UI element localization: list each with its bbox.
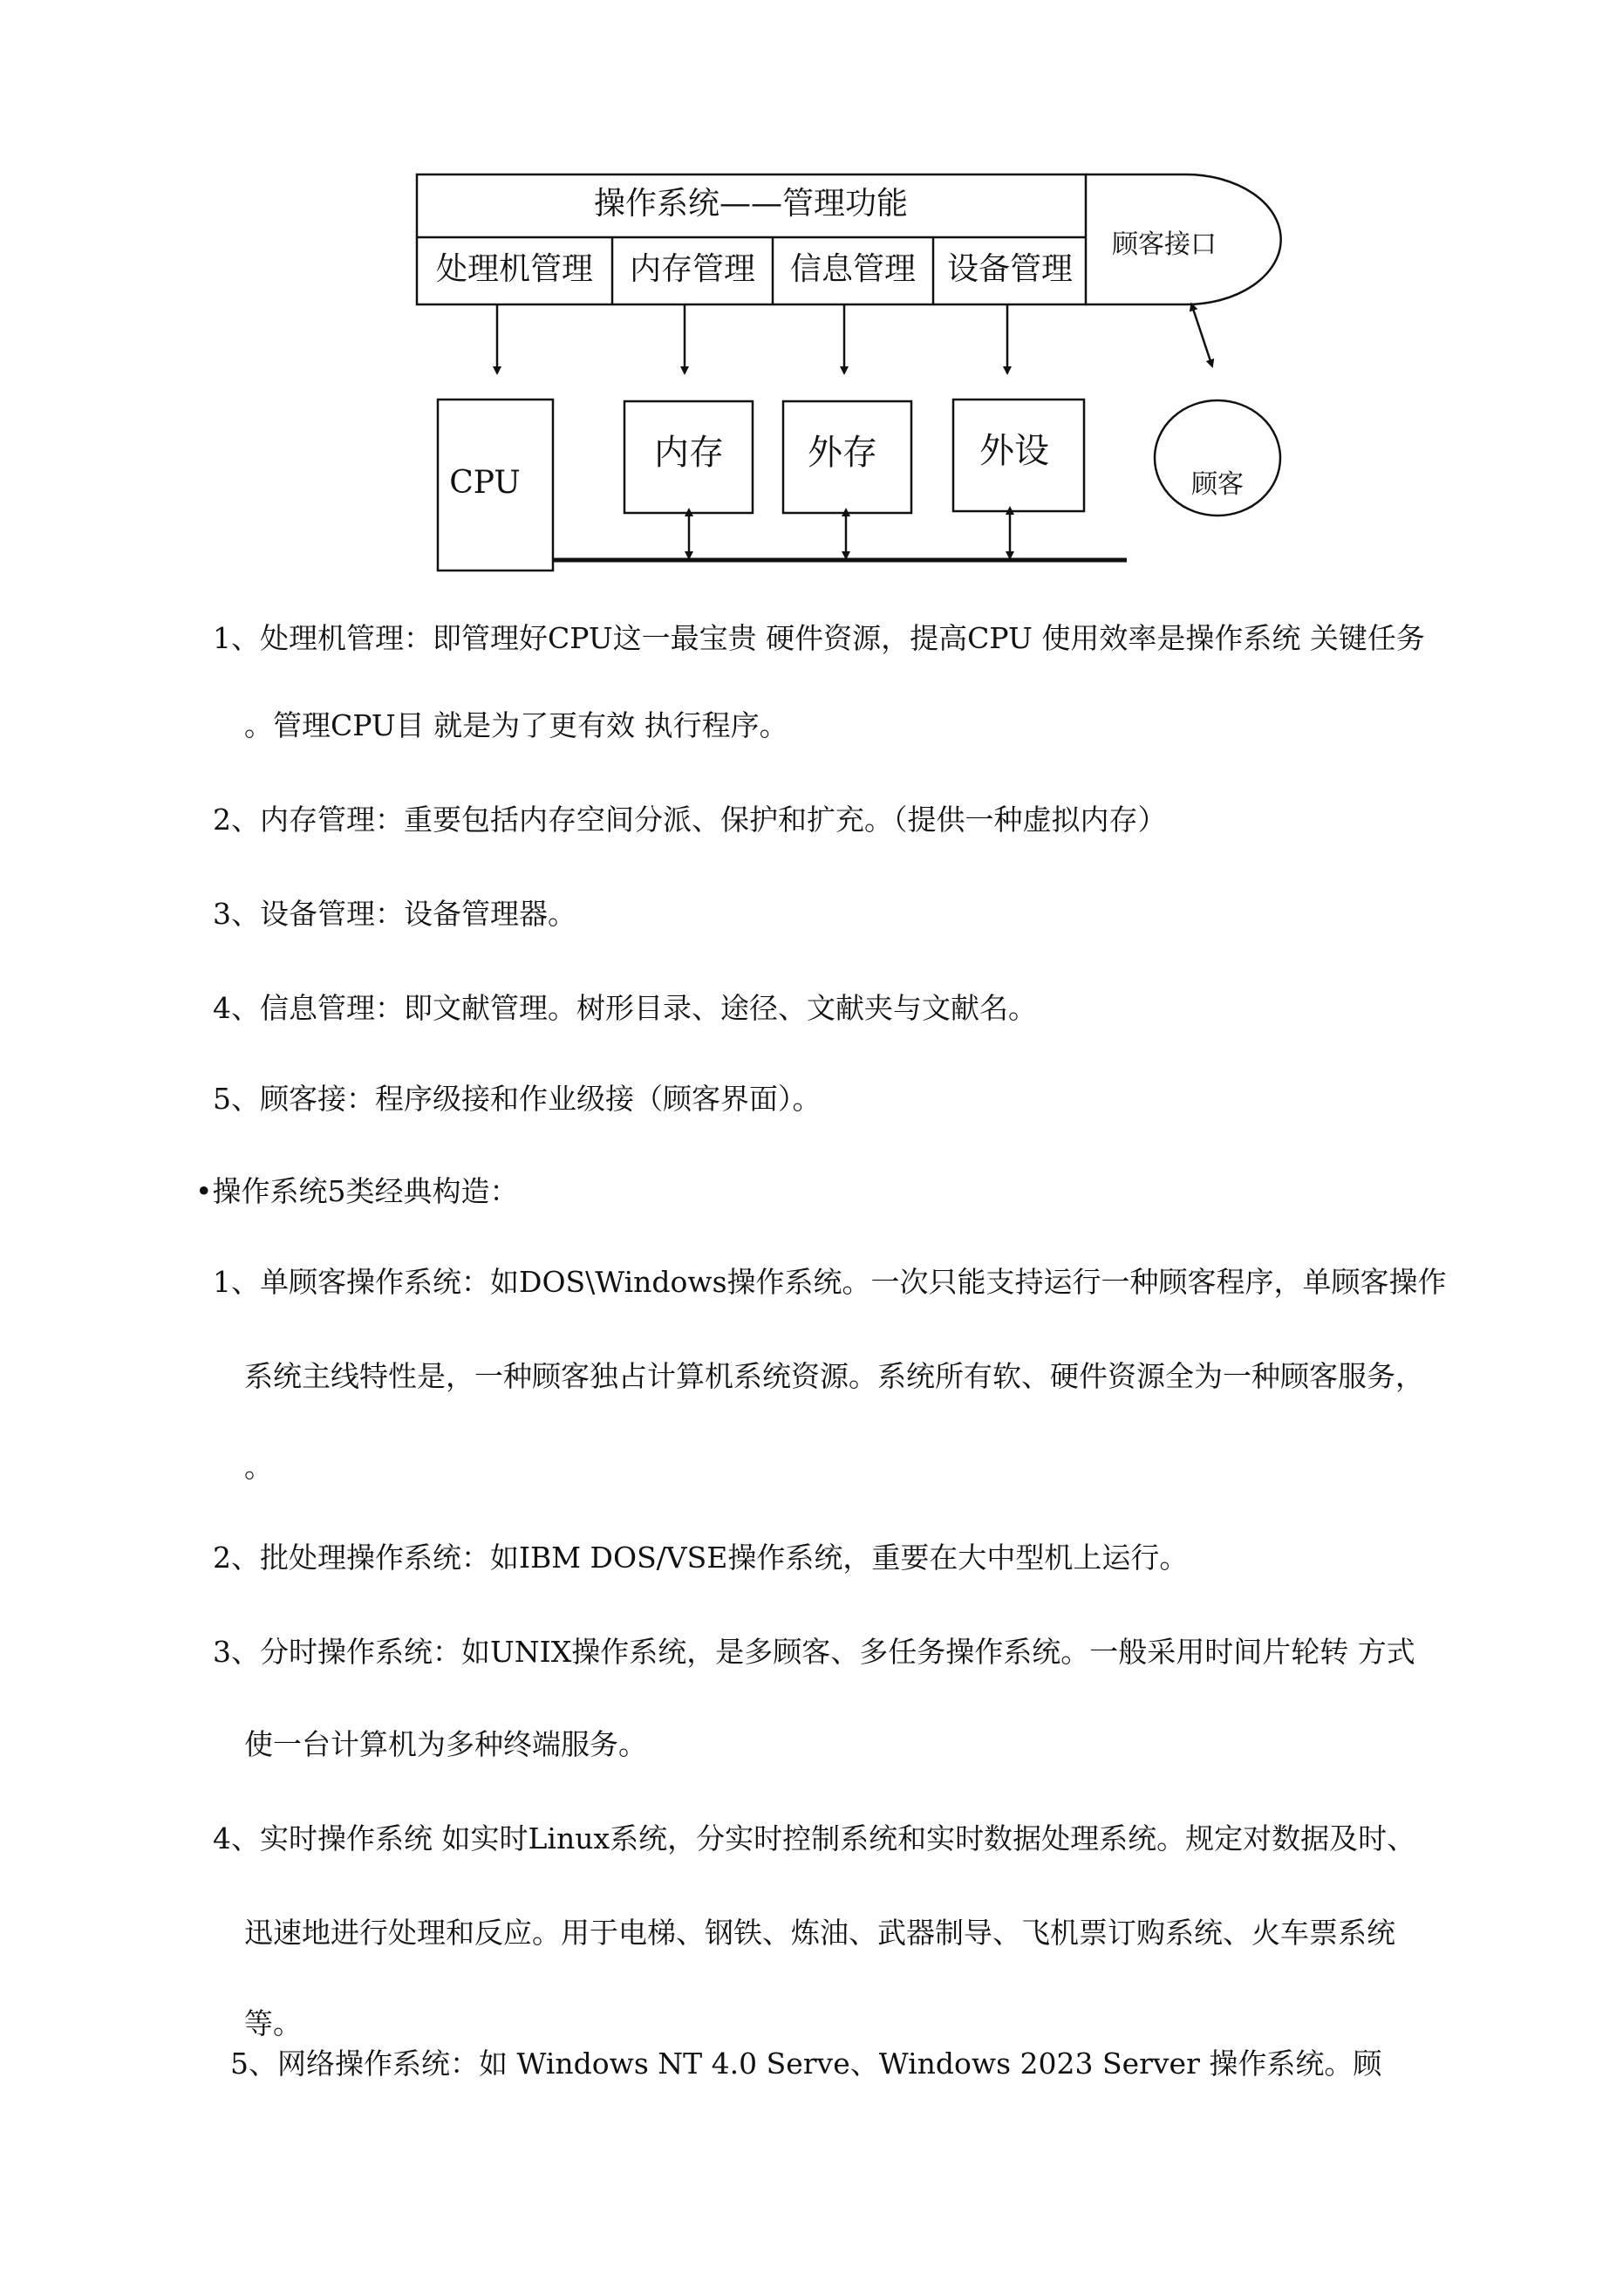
paragraph-line: 2、批处理操作系统：如IBM DOS/VSE操作系统，重要在大中型机上运行。 bbox=[213, 1541, 1189, 1575]
paragraph-line: 使一台计算机为多种终端服务。 bbox=[244, 1727, 647, 1761]
paragraph-line: 1、单顾客操作系统：如DOS\Windows操作系统。一次只能支持运行一种顾客程序，单顾客操作 bbox=[213, 1265, 1447, 1299]
customer-interface-label: 顾客接口 bbox=[1112, 229, 1217, 260]
paragraph-line: 5、顾客接：程序级接和作业级接（顾客界面）。 bbox=[213, 1082, 822, 1116]
module-information: 信息管理 bbox=[789, 251, 917, 287]
section-heading: •操作系统5类经典构造： bbox=[195, 1174, 519, 1208]
cpu-label: CPU bbox=[449, 465, 521, 501]
paragraph-line: 4、信息管理：即文献管理。树形目录、途径、文献夹与文献名。 bbox=[213, 991, 1037, 1025]
customer-label: 顾客 bbox=[1191, 469, 1244, 500]
paragraph-line: 3、分时操作系统：如UNIX操作系统，是多顾客、多任务操作系统。一般采用时间片轮转 方式 bbox=[213, 1635, 1415, 1669]
module-device: 设备管理 bbox=[946, 251, 1074, 287]
paragraph-line: 2、内存管理：重要包括内存空间分派、保护和扩充。（提供一种虚拟内存） bbox=[213, 803, 1167, 837]
device-label: 外设 bbox=[979, 431, 1049, 471]
module-processor: 处理机管理 bbox=[435, 251, 594, 287]
paragraph-line: 1、处理机管理：即管理好CPU这一最宝贵 硬件资源，提高CPU 使用效率是操作系统 关键任务 bbox=[213, 621, 1425, 655]
paragraph-line: 等。 bbox=[244, 2006, 302, 2040]
paragraph-line: 3、设备管理：设备管理器。 bbox=[213, 897, 576, 931]
paragraph-line: 系统主线特性是，一种顾客独占计算机系统资源。系统所有软、硬件资源全为一种顾客服务， bbox=[244, 1359, 1424, 1393]
diagram-header: 操作系统——管理功能 bbox=[593, 186, 909, 222]
paragraph-line: 。管理CPU目 就是为了更有效 执行程序。 bbox=[244, 708, 788, 742]
os-function-diagram bbox=[0, 0, 1623, 611]
paragraph-line: 。 bbox=[244, 1450, 273, 1484]
paragraph-line: 4、实时操作系统 如实时Linux系统，分实时控制系统和实时数据处理系统。规定对数据及时、 bbox=[213, 1821, 1416, 1855]
paragraph-line: 5、网络操作系统：如 Windows NT 4.0 Serve、Windows 2023 Server 操作系统。顾 bbox=[230, 2047, 1382, 2081]
paragraph-line: 迅速地进行处理和反应。用于电梯、钢铁、炼油、武器制导、飞机票订购系统、火车票系统 bbox=[244, 1916, 1395, 1950]
storage-label: 外存 bbox=[808, 433, 877, 473]
memory-label: 内存 bbox=[654, 433, 724, 473]
module-memory: 内存管理 bbox=[629, 251, 756, 287]
